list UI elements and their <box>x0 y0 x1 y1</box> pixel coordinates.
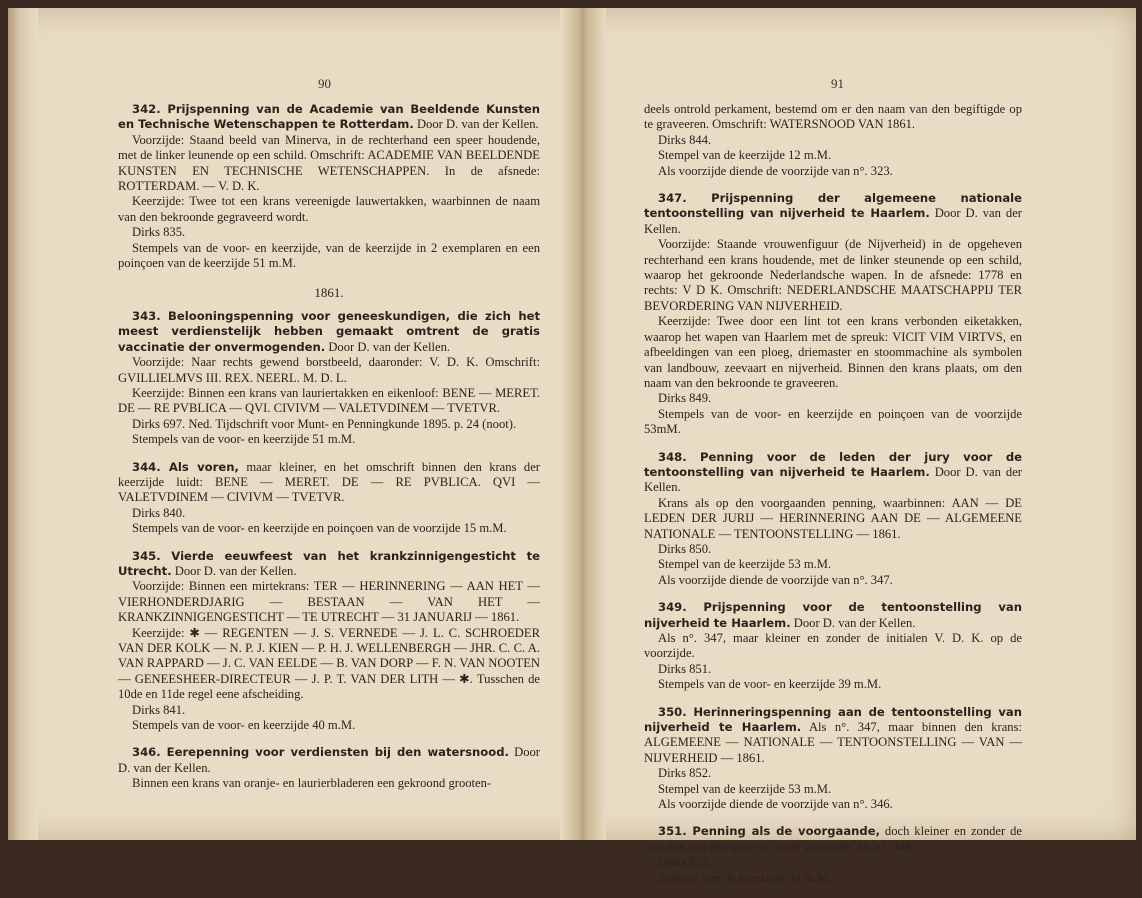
entry-heading: 348. Penning voor de leden der jury voor de tentoonstelling van nijverheid te Haarlem. <box>644 449 1022 479</box>
entry-text: Als voorzijde diende de voorzijde van n°. 346. <box>658 797 893 812</box>
entry-text: Als voorzijde diende de voorzijde van n°. 347. <box>658 572 893 587</box>
entry-text: Voorzijde: Staande vrouwenfiguur (de Nijverheid) in de opgeheven rechterhand een krans houdende, met de linker steunende op een schild, waarop het gekroonde Nederlandsche wapen. In de afsnede: 1778 en rechts: V D K. Omschrift: NEDERLANDSCHE MAATSCHAPPIJ TER BEVORDERING VAN NIJVERHEID. <box>644 237 1022 313</box>
entry-heading: 346. Eerepenning voor verdiensten bij den watersnood. <box>132 745 509 760</box>
entry-text: Door D. van der Kellen. <box>118 745 540 775</box>
entry-heading: 349. Prijspenning voor de tentoonstelling van nijverheid te Haarlem. <box>644 600 1022 630</box>
entry-text: Als n°. 347, maar binnen den krans: ALGEMEENE — NATIONALE — TENTOONSTELLING — VAN — NIJVERHEID — 1861. <box>644 720 1022 765</box>
entry-text: Dirks 841. <box>132 702 186 717</box>
entry-text: Als n°. 347, maar kleiner en zonder de initialen V. D. K. op de voorzijde. <box>644 631 1022 661</box>
catalog-entry <box>644 600 1022 692</box>
catalog-entry <box>118 549 540 734</box>
left-page <box>118 72 540 804</box>
book-edge <box>8 8 38 840</box>
entry-text: Stempels van de voor- en keerzijde 40 m.M. <box>132 718 356 733</box>
entry-text: Als voorzijde diende de voorzijde van n°. 323. <box>658 163 893 178</box>
entry-text: Door D. van der Kellen. <box>328 339 451 354</box>
entry-text: Stempels van de voor- en keerzijde 39 m.M. <box>658 677 882 692</box>
catalog-entry <box>644 824 1022 886</box>
catalog-entry <box>644 705 1022 813</box>
entry-heading: 345. Vierde eeuwfeest van het krankzinnigengesticht te Utrecht. <box>118 548 540 578</box>
entry-text: Door D. van der Kellen. <box>793 615 916 630</box>
entry-text: Dirks 844. <box>658 132 712 147</box>
entry-text: Stempel van de keerzijde 39 m.M. <box>658 870 832 885</box>
catalog-entry <box>118 102 540 271</box>
entry-text: Stempel van de keerzijde 53 m.M. <box>658 781 832 796</box>
entry-heading: 342. Prijspenning van de Academie van Beeldende Kunsten en Technische Wetenschappen te Rotterdam. <box>118 102 540 132</box>
entry-heading: 344. Als voren, <box>132 459 239 474</box>
entry-text: Door D. van der Kellen. <box>644 206 1022 236</box>
entry-text: deels ontrold perkament, bestemd om er den naam van den begiftigde op te graveeren. Omschrift: WATERSNOOD VAN 1861. <box>644 102 1022 132</box>
entry-text: Dirks 835. <box>132 225 186 240</box>
entry-text: Binnen een krans van oranje- en laurierbladeren een gekroond grooten- <box>132 776 492 791</box>
entry-text: Dirks 840. <box>132 505 186 520</box>
year-heading: 1861. <box>314 285 344 301</box>
entry-text: Dirks 852. <box>658 766 712 781</box>
entry-text: Keerzijde: Binnen een krans van lauriertakken en eikenloof: BENE — MERET. DE — RE PVBLICA — QVI. CIVIVM — VALETVDINEM — TVETVR. <box>118 385 540 416</box>
entry-text: maar kleiner, en het omschrift binnen den krans der keerzijde luidt: BENE — MERET. DE — RE PVBLICA. QVI — VALETVDINEM — CIVIVM — TVETVR. <box>118 459 540 505</box>
entry-heading: 350. Herinneringspenning aan de tentoonstelling van nijverheid te Haarlem. <box>644 704 1022 735</box>
catalog-entry <box>644 450 1022 589</box>
entry-text: Door D. van der Kellen. <box>174 563 297 578</box>
entry-heading: 351. Penning als de voorgaande, <box>658 824 880 839</box>
catalog-entry <box>118 745 540 791</box>
entry-text: Stempel van de keerzijde 53 m.M. <box>658 557 832 572</box>
entry-text: Keerzijde: Twee door een lint tot een krans verbonden eiketakken, waarop het wapen van Haarlem met de spreuk: VICIT VIM VIRTVS, en afbeeldingen van een ploeg, driemaster en stoommachine als symbolen van landbouw, zeevaart en nijverheid. Binnen den krans plaats, om den naam van den bekroonde te graveeren. <box>644 314 1022 390</box>
entry-text: Stempels van de voor- en keerzijde en poinçoen van de voorzijde 53mM. <box>644 406 1022 437</box>
entry-text: Voorzijde: Naar rechts gewend borstbeeld, daaronder: V. D. K. Omschrift: GVILLIELMVS III. REX. NEERL. M. D. L. <box>118 355 540 385</box>
catalog-entry <box>118 460 540 537</box>
entry-text: Door D. van der Kellen. <box>416 117 539 132</box>
entry-text: Stempels van de voor- en keerzijde, van de keerzijde in 2 exemplaren en een poinçoen van de keerzijde 51 m.M. <box>118 240 540 271</box>
page-number-right: 91 <box>831 76 844 91</box>
entry-text: Dirks 850. <box>658 541 712 556</box>
entry-text: doch kleiner en zonder de initialen van den graveur op de voorzijde, als n°. 349. <box>644 824 1022 854</box>
entry-text: Dirks 853. <box>658 855 712 870</box>
page-number-left: 90 <box>318 76 331 91</box>
entry-text: Krans als op den voorgaanden penning, waarbinnen: AAN — DE LEDEN DER JURIJ — HERINNERING AAN DE — ALGEMEENE NATIONALE — TENTOONSTELLING — 1861. <box>644 495 1022 541</box>
entry-text: Dirks 851. <box>658 661 712 676</box>
entry-text: Voorzijde: Binnen een mirtekrans: TER — HERINNERING — AAN HET — VIERHONDERDJARIG — BESTAAN — VAN HET — KRANKZINNIGENGESTICHT — TE UTRECHT — 31 JANUARIJ — 1861. <box>118 579 540 625</box>
entry-text: Dirks 849. <box>658 391 712 406</box>
entry-text: Dirks 697. Ned. Tijdschrift voor Munt- en Penningkunde 1895. p. 24 (noot). <box>132 416 517 431</box>
entry-text: Stempels van de voor- en keerzijde en poinçoen van de voorzijde 15 m.M. <box>132 521 507 536</box>
catalog-entry <box>644 191 1022 438</box>
entry-text: Stempels van de voor- en keerzijde 51 m.M. <box>132 432 356 447</box>
entry-text: Door D. van der Kellen. <box>644 464 1022 495</box>
entry-text: Keerzijde: Twee tot een krans vereenigde lauwertakken, waarbinnen de naam van den bekroonde gegraveerd wordt. <box>118 194 540 224</box>
catalog-entry <box>118 309 540 448</box>
book-gutter <box>560 8 606 840</box>
entry-text: Stempel van de keerzijde 12 m.M. <box>658 148 832 163</box>
entry-heading: 343. Belooningspenning voor geneeskundigen, die zich het meest verdienstelijk hebben gemaakt omtrent de gratis vaccinatie der onvermogenden. <box>118 308 540 354</box>
entry-text: Keerzijde: ✱ — REGENTEN — J. S. VERNEDE — J. L. C. SCHROEDER VAN DER KOLK — N. P. J. KIEN — P. H. J. WELLENBERGH — JHR. C. C. A. VAN RAPPARD — J. C. VAN EELDE — B. VAN DORP — F. N. VAN NOOTEN — GENEESHEER-DIRECTEUR — J. P. T. VAN DER LITH — ✱. Tusschen de 10de en 11de regel eene afscheiding. <box>118 625 540 702</box>
entry-heading: 347. Prijspenning der algemeene nationale tentoonstelling van nijverheid te Haarlem. <box>644 191 1022 221</box>
right-page <box>644 72 1022 898</box>
entry-text: Voorzijde: Staand beeld van Minerva, in de rechterhand een speer houdende, met de linker leunende op een schild. Omschrift: ACADEMIE VAN BEELDENDE KUNSTEN EN TECHNISCHE WETENSCHAPPEN. In de afsnede: ROTTERDAM. — V. D. K. <box>118 132 540 194</box>
catalog-entry <box>644 102 1022 179</box>
